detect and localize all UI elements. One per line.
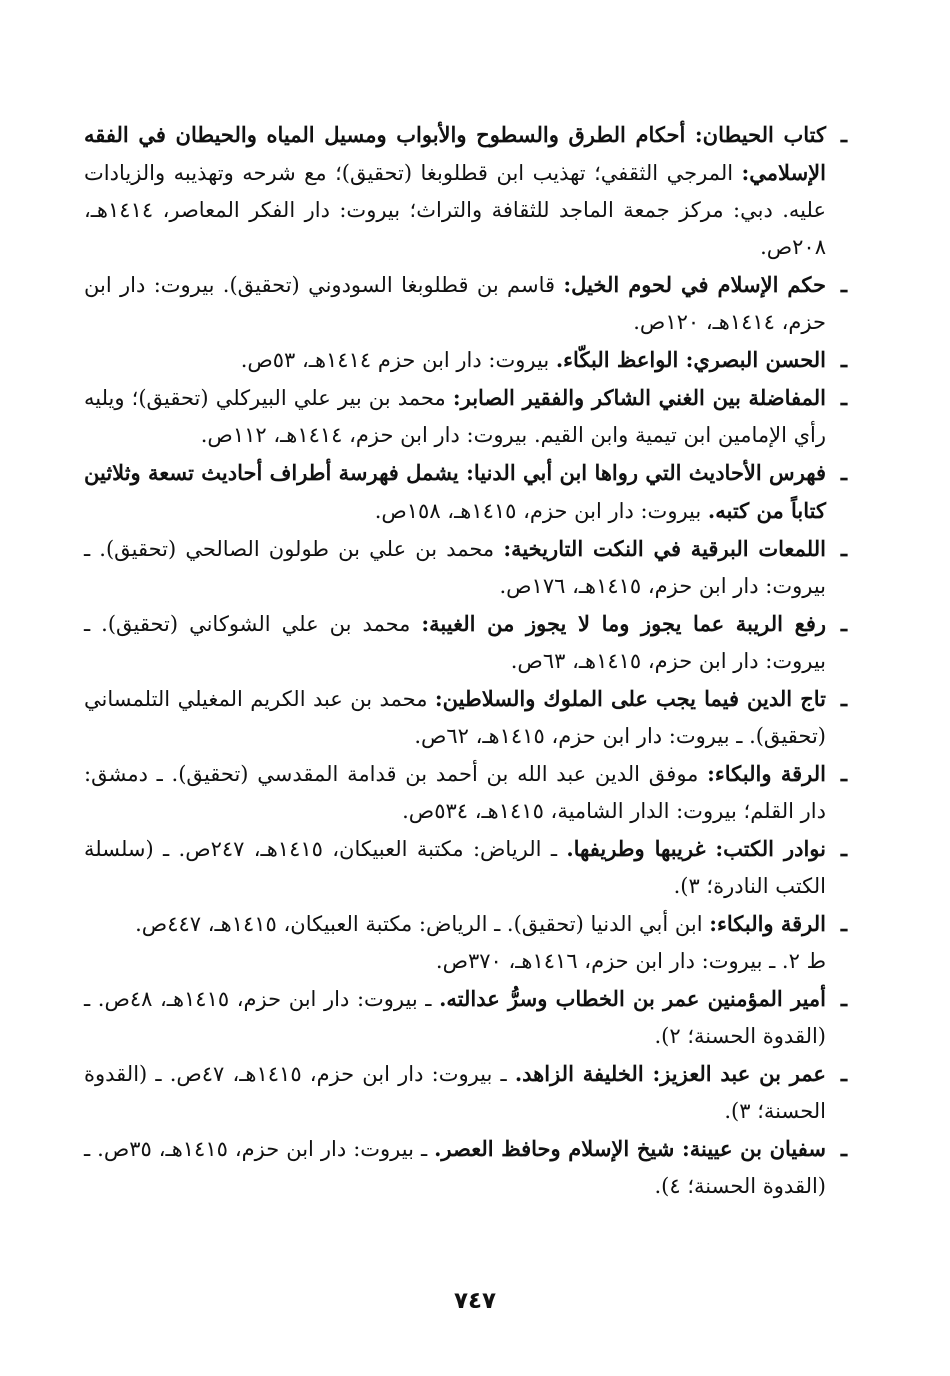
entry-details: قاسم بن قطلوبغا السودوني (تحقيق). بيروت: دار ابن حزم، ١٤١٤هـ، ١٢٠ص. <box>84 273 826 334</box>
bullet-dash: ـ <box>840 122 848 147</box>
bullet-dash: ـ <box>840 1061 848 1086</box>
bullet-dash: ـ <box>840 460 848 485</box>
entry-details: ـ الرياض: مكتبة العبيكان، ١٤١٥هـ، ٢٤٧ص. ـ (سلسلة الكتب النادرة؛ ٣). <box>84 837 826 898</box>
list-item <box>84 116 854 266</box>
bullet-dash: ـ <box>840 911 848 936</box>
list-item <box>84 341 854 379</box>
entry-details: ـ بيروت: دار ابن حزم، ١٤١٥هـ، ٤٨ص. ـ (القدوة الحسنة؛ ٢). <box>84 987 826 1048</box>
list-item <box>84 905 854 943</box>
list-item <box>84 755 854 830</box>
entry-title: فهرس الأحاديث التي رواها ابن أبي الدنيا: يشمل فهرسة أطراف أحاديث تسعة وثلاثين كتاباً من كتبه. <box>84 460 826 523</box>
entry-title: حكم الإسلام في لحوم الخيل: <box>563 272 826 297</box>
entry-details: ابن أبي الدنيا (تحقيق). ـ الرياض: مكتبة العبيكان، ١٤١٥هـ، ٤٤٧ص. <box>135 912 710 936</box>
list-item <box>84 605 854 680</box>
page-number: ٧٤٧ <box>453 1288 497 1314</box>
list-item <box>84 1130 854 1205</box>
entry-title: رفع الريبة عما يجوز وما لا يجوز من الغيبة: <box>421 611 826 636</box>
bullet-dash: ـ <box>840 385 848 410</box>
bullet-dash: ـ <box>840 986 848 1011</box>
list-item <box>84 530 854 605</box>
entry-title: الرقة والبكاء: <box>709 911 826 936</box>
bullet-dash: ـ <box>840 836 848 861</box>
entry-title: المفاضلة بين الغني الشاكر والفقير الصابر: <box>452 385 826 410</box>
bibliography-list <box>84 116 854 1205</box>
entry-details: بيروت: دار ابن حزم، ١٤١٥هـ، ١٥٨ص. <box>374 499 708 523</box>
bullet-dash: ـ <box>840 761 848 786</box>
entry-details: ـ بيروت: دار ابن حزم، ١٤١٥هـ، ٤٧ص. ـ (القدوة الحسنة؛ ٣). <box>84 1062 826 1123</box>
entry-details: محمد بن علي الشوكاني (تحقيق). ـ بيروت: دار ابن حزم، ١٤١٥هـ، ٦٣ص. <box>84 612 826 673</box>
list-item <box>84 379 854 454</box>
entry-title: نوادر الكتب: غريبها وطريفها. <box>566 836 826 861</box>
entry-details: محمد بن علي بن طولون الصالحي (تحقيق). ـ بيروت: دار ابن حزم، ١٤١٥هـ، ١٧٦ص. <box>84 537 826 598</box>
bullet-dash: ـ <box>840 1136 848 1161</box>
list-item <box>84 680 854 755</box>
entry-title: الرقة والبكاء: <box>707 761 826 786</box>
list-item <box>84 1055 854 1130</box>
entry-edition-note: ط ٢. ـ بيروت: دار ابن حزم، ١٤١٦هـ، ٣٧٠ص. <box>435 949 826 973</box>
entry-details: بيروت: دار ابن حزم ١٤١٤هـ، ٥٣ص. <box>240 348 556 372</box>
bullet-dash: ـ <box>840 272 848 297</box>
entry-details: محمد بن بير علي البيركلي (تحقيق)؛ ويليه رأي الإمامين ابن تيمية وابن القيم. بيروت: دار ابن حزم، ١٤١٤هـ، ١١٢ص. <box>84 386 826 447</box>
entry-details: المرجي الثقفي؛ تهذيب ابن قطلوبغا (تحقيق)؛ مع شرحه وتهذيبه والزيادات عليه. دبي: مركز جمعة الماجد للثقافة والتراث؛ بيروت: دار الفكر المعاصر، ١٤١٤هـ، ٢٠٨ص. <box>84 161 826 259</box>
list-item <box>84 830 854 905</box>
entry-details: ـ بيروت: دار ابن حزم، ١٤١٥هـ، ٣٥ص. ـ (القدوة الحسنة؛ ٤). <box>84 1137 826 1198</box>
bullet-dash: ـ <box>840 611 848 636</box>
entry-title: أمير المؤمنين عمر بن الخطاب وسرُّ عدالته. <box>439 986 826 1011</box>
entry-title: الحسن البصري: الواعظ البكّاء. <box>555 347 826 372</box>
entry-title: تاج الدين فيما يجب على الملوك والسلاطين: <box>434 686 826 711</box>
entry-details: محمد بن عبد الكريم المغيلي التلمساني (تحقيق). ـ بيروت: دار ابن حزم، ١٤١٥هـ، ٦٢ص. <box>84 687 826 748</box>
list-item <box>84 980 854 1055</box>
entry-title: عمر بن عبد العزيز: الخليفة الزاهد. <box>514 1061 826 1086</box>
bullet-dash: ـ <box>840 347 848 372</box>
list-item <box>84 454 854 530</box>
entry-details: موفق الدين عبد الله بن أحمد بن قدامة المقدسي (تحقيق). ـ دمشق: دار القلم؛ بيروت: الدار الشامية، ١٤١٥هـ، ٥٣٤ص. <box>84 762 826 823</box>
bullet-dash: ـ <box>840 536 848 561</box>
entry-title: اللمعات البرقية في النكت التاريخية: <box>503 536 826 561</box>
entry-title: سفيان بن عيينة: شيخ الإسلام وحافظ العصر. <box>434 1136 826 1161</box>
list-item <box>84 266 854 341</box>
bullet-dash: ـ <box>840 686 848 711</box>
entry-title: كتاب الحيطان: أحكام الطرق والسطوح والأبواب ومسيل المياه والحيطان في الفقه الإسلامي: <box>84 122 826 185</box>
